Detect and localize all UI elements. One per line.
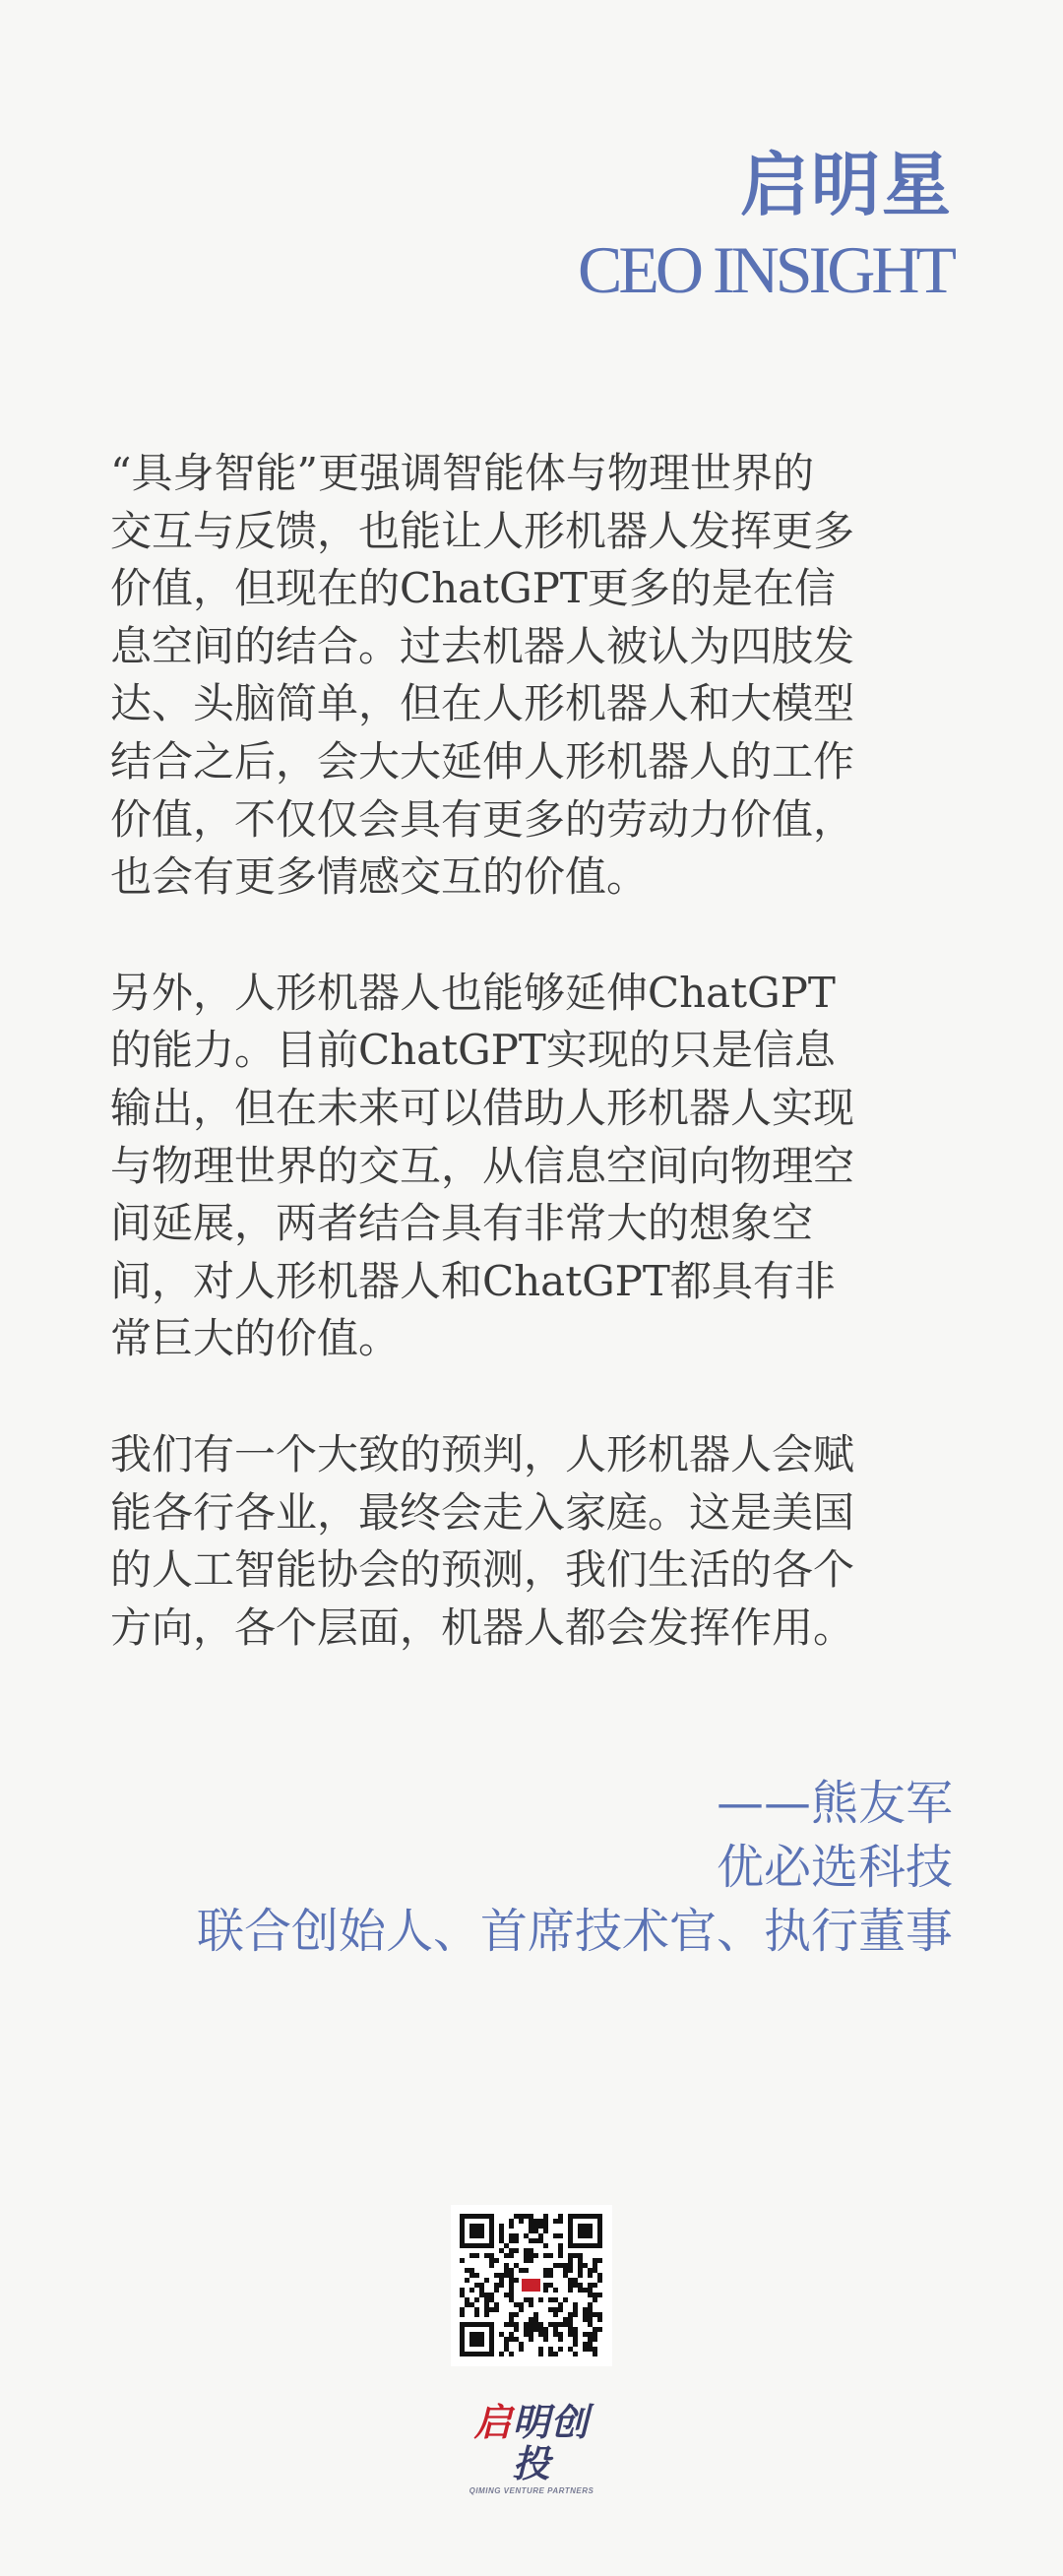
author-title: 联合创始人、首席技术官、执行董事 [196,1904,953,1959]
author-company: 优必选科技 [716,1840,953,1895]
text-line: 我们有一个大致的预判，人形机器人会赋 [110,1429,855,1478]
article-body [110,445,957,1715]
text-line: 输出，但在未来可以借助人形机器人实现 [110,1083,855,1132]
text-line: 息空间的结合。过去机器人被认为四肢发 [110,621,855,670]
text-line: “具身智能”更强调智能体与物理世界的 [110,449,814,497]
text-line: 间，对人形机器人和ChatGPT都具有非 [110,1256,836,1305]
header [578,146,953,309]
signature [197,1772,953,1964]
brand-title-cn: 启明星 [740,144,953,225]
logo-rest-chars: 明创投 [512,2401,590,2485]
qr-code-graphic [451,2205,612,2366]
text-line: 间延展，两者结合具有非常大的想象空 [110,1199,814,1248]
text-line: 价值，不仅仅会具有更多的劳动力价值， [110,794,855,844]
text-line: 另外，人形机器人也能够延伸ChatGPT [110,968,836,1017]
logo-wordmark [455,2402,608,2484]
text-line: 与物理世界的交互，从信息空间向物理空 [110,1141,855,1190]
qr-code-icon[interactable] [451,2205,612,2366]
brand-title-en: CEO INSIGHT [578,232,953,307]
text-line: 交互与反馈，也能让人形机器人发挥更多 [110,506,855,555]
logo-english: QIMING VENTURE PARTNERS [469,2486,594,2495]
paragraph-2 [110,965,957,1368]
qiming-logo [455,2402,608,2495]
paragraph-3 [110,1426,957,1657]
text-line: 常巨大的价值。 [110,1314,401,1363]
text-line: 的能力。目前ChatGPT实现的只是信息 [110,1026,836,1075]
text-line: 结合之后，会大大延伸人形机器人的工作 [110,736,855,785]
text-line: 方向，各个层面，机器人都会发挥作用。 [110,1602,855,1652]
paragraph-1 [110,445,957,907]
logo-first-char: 启 [473,2401,513,2444]
author-name: ——熊友军 [716,1776,953,1831]
text-line: 能各行各业，最终会走入家庭。这是美国 [110,1487,855,1537]
text-line: 的人工智能协会的预测，我们生活的各个 [110,1545,855,1595]
text-line: 达、头脑简单，但在人形机器人和大模型 [110,679,855,728]
text-line: 价值，但现在的ChatGPT更多的是在信 [110,564,836,613]
text-line: 也会有更多情感交互的价值。 [110,852,649,902]
